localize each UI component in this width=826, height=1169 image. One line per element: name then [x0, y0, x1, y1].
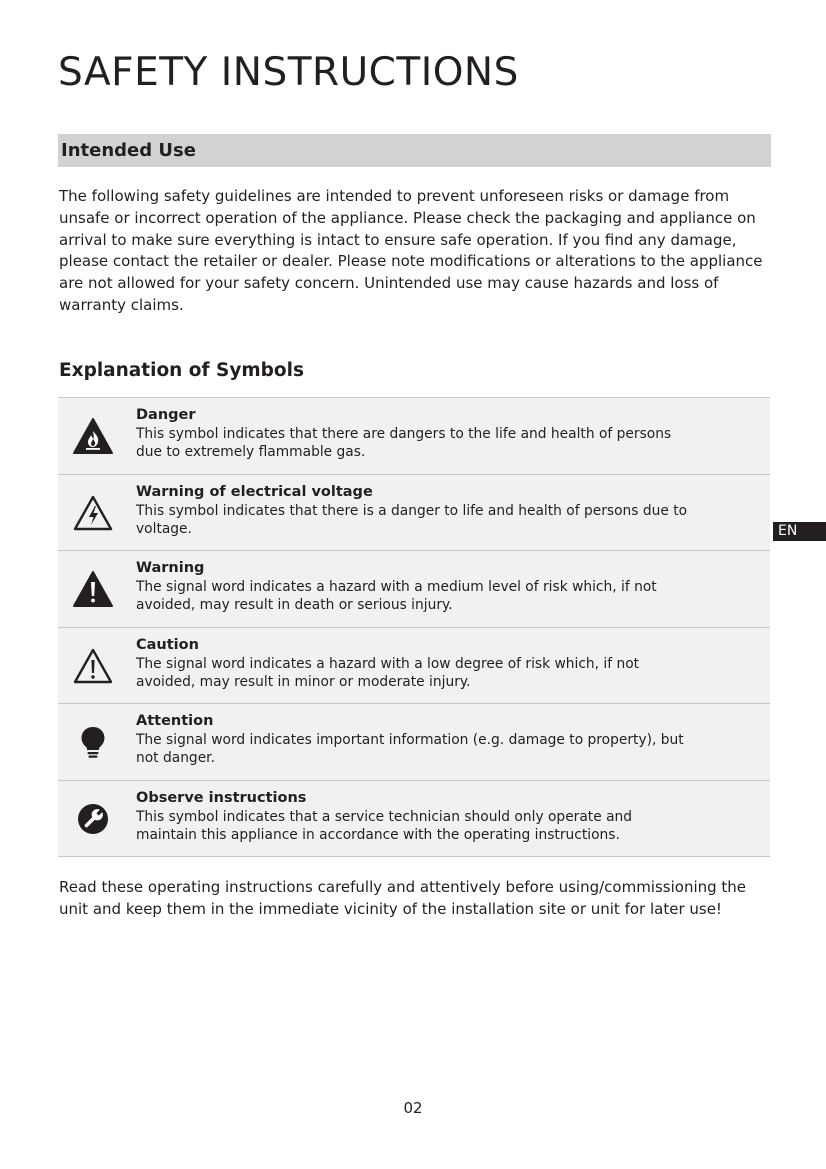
electrical-voltage-warning-icon — [72, 492, 114, 534]
symbol-description: The signal word indicates a hazard with a low degree of risk which, if not avoided, may result in minor or moderate injury. — [136, 655, 640, 690]
symbols-heading: Explanation of Symbols — [59, 360, 304, 381]
symbol-description: This symbol indicates that there are dangers to the life and health of persons due to extremely flammable gas. — [136, 426, 672, 460]
symbol-title: Caution — [136, 636, 199, 653]
flammable-warning-icon — [72, 415, 114, 457]
symbols-table — [58, 397, 770, 857]
section-header-intended-use — [58, 134, 771, 167]
intended-use-paragraph: The following safety guidelines are intended to prevent unforeseen risks or damage from unsafe or incorrect operation of the appliance. Please check the packaging and appliance on arrival to make sure everything is intact to ensure safe operation. If you find any damage, please contact the retailer or dealer. Please note modifications or alterations to the appliance are not allowed for your safety concern. Unintended use may cause hazards and loss of warranty claims. — [59, 187, 763, 314]
symbol-description: This symbol indicates that a service technician should only operate and maintain this appliance in accordance with the operating instructions. — [136, 808, 633, 843]
caution-outline-icon — [72, 645, 114, 687]
symbol-title: Warning of electrical voltage — [136, 483, 373, 500]
symbol-row-danger — [58, 398, 770, 475]
page-title: SAFETY INSTRUCTIONS — [58, 50, 519, 95]
symbol-row-observe-instructions — [58, 781, 770, 858]
symbol-row-caution — [58, 628, 770, 705]
symbol-description: The signal word indicates a hazard with a medium level of risk which, if not avoided, may result in death or serious injury. — [136, 579, 657, 613]
symbol-description: The signal word indicates important information (e.g. damage to property), but not danger. — [136, 732, 684, 766]
closing-paragraph: Read these operating instructions carefully and attentively before using/commissioning the unit and keep them in the immediate vicinity of the installation site or unit for later use! — [59, 878, 747, 918]
symbol-description: This symbol indicates that there is a danger to life and health of persons due to voltage. — [136, 502, 688, 537]
symbol-row-attention — [58, 704, 770, 781]
symbol-row-electrical-voltage — [58, 475, 770, 552]
symbol-title: Warning — [136, 560, 205, 576]
symbol-title: Danger — [136, 407, 196, 423]
language-tab: EN — [773, 522, 826, 541]
warning-filled-icon — [72, 568, 114, 610]
section-heading: Intended Use — [61, 140, 196, 161]
page-number: 02 — [403, 1099, 423, 1117]
symbol-row-warning — [58, 551, 770, 628]
lightbulb-icon — [72, 721, 114, 763]
wrench-icon — [72, 798, 114, 840]
symbol-title: Observe instructions — [136, 789, 307, 806]
symbol-title: Attention — [136, 713, 214, 729]
